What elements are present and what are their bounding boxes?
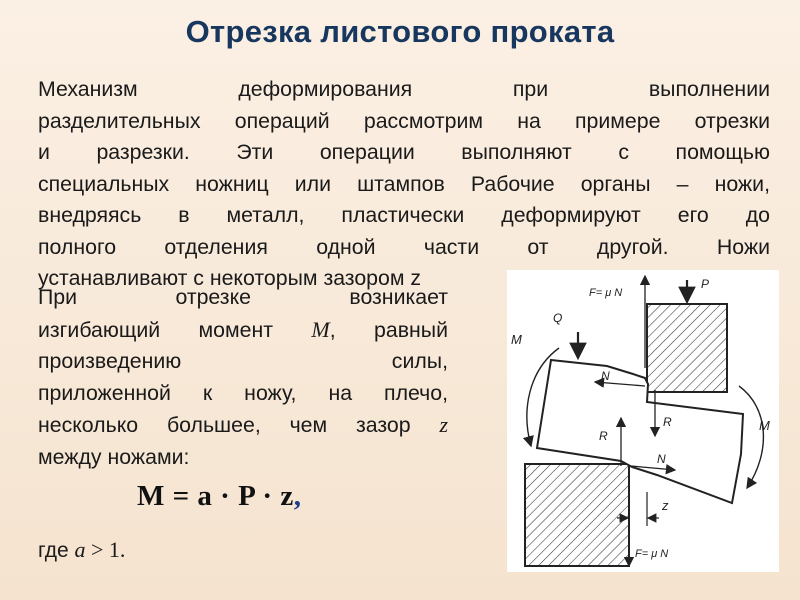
body-line: несколько большее, чем зазор z (38, 412, 448, 437)
lower-knife (525, 464, 629, 566)
moment-variable: M (311, 316, 330, 342)
intro-line: разделительных операций рассмотрим на примере отрезки (38, 108, 770, 133)
slide-title: Отрезка листового проката (185, 14, 615, 49)
label-p: P (701, 277, 710, 291)
intro-paragraph (38, 74, 770, 295)
label-r-left: R (599, 429, 608, 443)
label-q: Q (553, 311, 563, 325)
upper-knife (647, 304, 727, 392)
body-line: приложенной к ножу, на плечо, (38, 380, 448, 405)
moment-formula: M = a · P · z, (137, 480, 302, 512)
shearing-diagram-svg (507, 270, 779, 572)
intro-line: и разрезки. Эти операции выполняют с помощью (38, 140, 770, 164)
intro-line: устанавливают с некоторым зазором z (38, 266, 422, 290)
label-r-right: R (663, 415, 672, 429)
shearing-diagram (507, 270, 779, 572)
gap-variable: z (439, 412, 448, 437)
intro-line: внедряясь в металл, пластически деформируют его до (38, 203, 770, 227)
intro-line: специальных ножниц или штампов Рабочие органы – ножи, (38, 171, 770, 196)
body-line: между ножами: (38, 444, 190, 469)
label-n-upper: N (601, 369, 610, 383)
label-m-left: M (511, 332, 522, 347)
label-z: z (662, 498, 669, 513)
label-n-lower: N (657, 452, 666, 466)
body-line: произведению силы, (38, 349, 448, 373)
intro-line: Механизм деформирования при выполнении (38, 77, 770, 101)
body-line: При отрезке возникает (38, 285, 448, 309)
moment-paragraph (38, 282, 448, 473)
label-f-top: F= μ N (589, 287, 623, 299)
label-f-bottom: F= μ N (635, 548, 669, 560)
label-m-right: M (759, 418, 770, 433)
body-line: изгибающий момент M, равный (38, 316, 448, 342)
formula-condition: где a > 1. (38, 537, 126, 562)
intro-line: полного отделения одной части от другой. Ножи (38, 234, 770, 259)
